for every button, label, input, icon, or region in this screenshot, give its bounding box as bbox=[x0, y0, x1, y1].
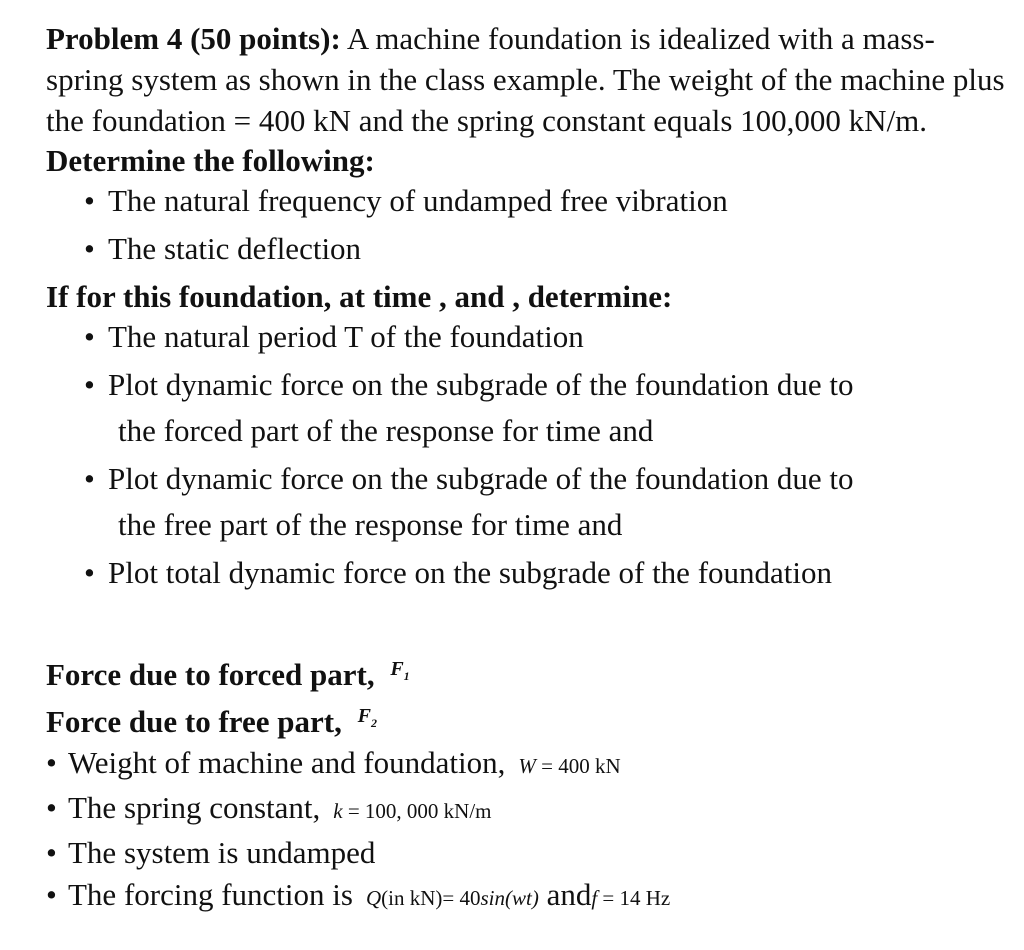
given-list bbox=[46, 743, 1006, 918]
spring-equation: k = 100, 000 kN/m bbox=[333, 799, 492, 823]
bullet-icon: • bbox=[84, 367, 95, 402]
frequency-equation: f = 14 Hz bbox=[591, 886, 671, 910]
free-symbol: $F_2$ bbox=[357, 705, 377, 730]
problem-title: Problem 4 (50 points): bbox=[46, 21, 341, 56]
bullet-icon: • bbox=[84, 183, 95, 218]
bullet-icon: • bbox=[46, 877, 57, 912]
forced-symbol: $F_1$ bbox=[390, 658, 410, 683]
list-item: • The natural frequency of undamped free vibration bbox=[46, 181, 1006, 221]
bullet-icon: • bbox=[84, 461, 95, 496]
bullet-icon: • bbox=[84, 319, 95, 354]
determine-list bbox=[46, 181, 1006, 269]
if-heading: If for this foundation, at time , and , determine: bbox=[46, 279, 673, 314]
problem-document bbox=[46, 18, 1006, 920]
forcing-equation: Q(in kN)= 40sin(wt) bbox=[365, 886, 539, 910]
list-item: • The system is undamped bbox=[46, 833, 1006, 873]
bullet-icon: • bbox=[46, 835, 57, 870]
bullet-icon: • bbox=[84, 555, 95, 590]
list-item: • Weight of machine and foundation, W = 400 kN bbox=[46, 743, 1006, 786]
problem-intro: A machine foundation is idealized with a mass-spring system as shown in the class example. The weight of the machine plus the foundation = 400 kN and the spring constant equals 100,000 kN/m. bbox=[46, 21, 1005, 138]
list-item: • The forcing function is Q(in kN)= 40sin(wt) andf = 14 Hz bbox=[46, 875, 1006, 918]
list-item: • Plot dynamic force on the subgrade of the foundation due to the forced part of the response for time and bbox=[84, 367, 854, 448]
free-part-heading: Force due to free part, $F_2$ bbox=[46, 696, 1006, 743]
bullet-icon: • bbox=[46, 790, 57, 825]
forced-part-heading: Force due to forced part, $F_1$ bbox=[46, 649, 1006, 696]
bullet-icon: • bbox=[46, 745, 57, 780]
list-item: • Plot total dynamic force on the subgrade of the foundation bbox=[46, 553, 1006, 593]
bullet-icon: • bbox=[84, 231, 95, 266]
problem-statement bbox=[46, 18, 1006, 141]
list-item: • The natural period T of the foundation bbox=[46, 317, 1006, 357]
list-item: • Plot dynamic force on the subgrade of the foundation due to the free part of the response for time and bbox=[84, 461, 854, 542]
weight-equation: W = 400 kN bbox=[518, 754, 621, 778]
determine-heading: Determine the following: bbox=[46, 143, 375, 178]
list-item: • The static deflection bbox=[46, 229, 1006, 269]
list-item: • The spring constant, k = 100, 000 kN/m bbox=[46, 788, 1006, 831]
task-list bbox=[46, 317, 1006, 593]
